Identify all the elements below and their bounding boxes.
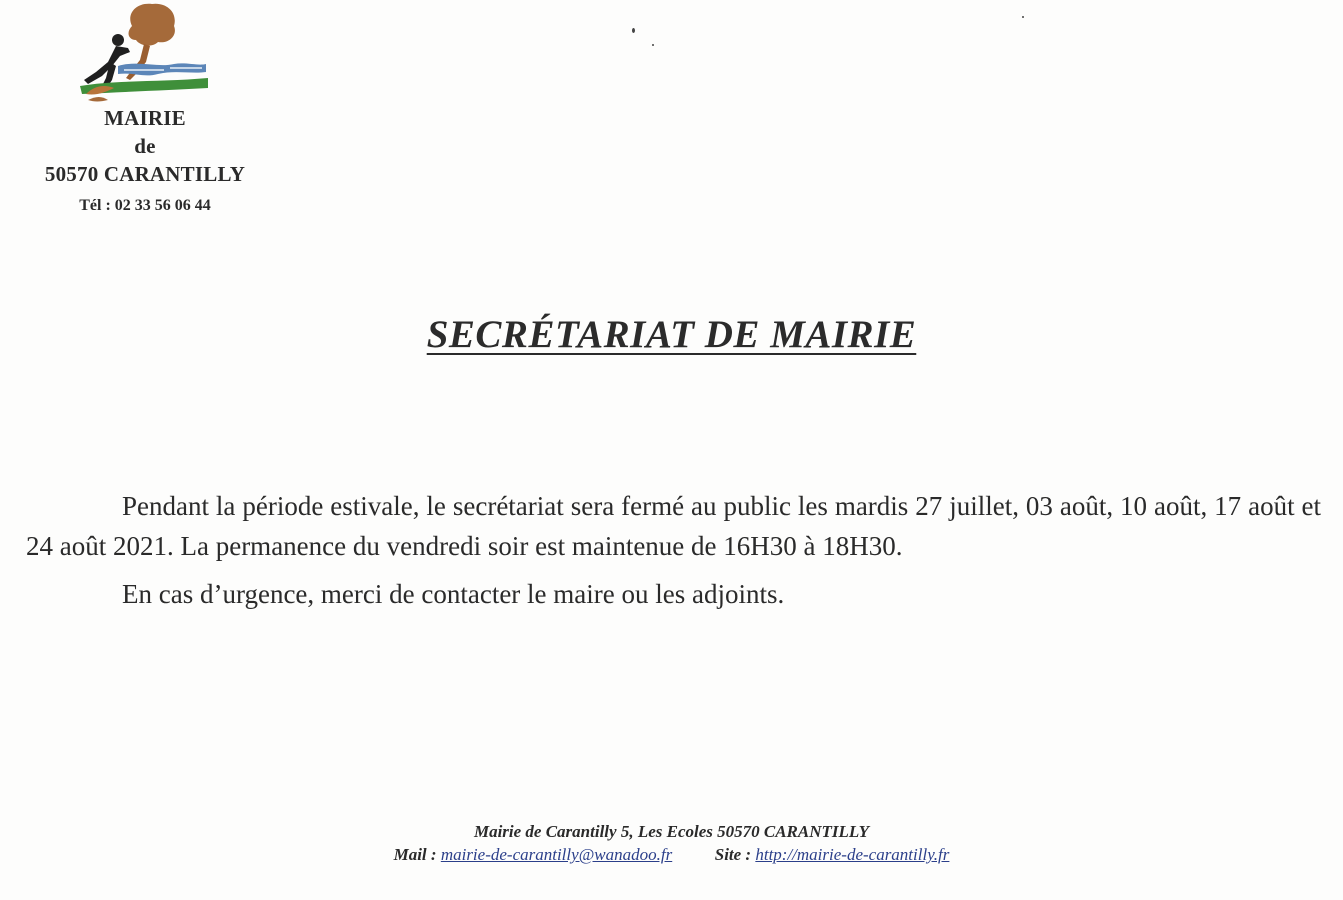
footer-site-label: Site : (714, 845, 752, 864)
footer-mail-link[interactable]: mairie-de-carantilly@wanadoo.fr (440, 845, 673, 864)
letterhead-town: 50570 CARANTILLY (44, 162, 246, 186)
letterhead (20, 104, 270, 216)
footer-contact-row (0, 843, 1343, 866)
scan-speck (632, 28, 635, 33)
letterhead-mairie: MAIRIE (104, 106, 186, 130)
footer-address: Mairie de Carantilly 5, Les Ecoles 50570 CARANTILLY (473, 822, 870, 841)
notice-paragraph-emergency: En cas d’urgence, merci de contacter le maire ou les adjoints. (122, 579, 785, 609)
page-title: SECRÉTARIAT DE MAIRIE (426, 313, 917, 356)
scan-speck (1022, 16, 1024, 18)
scan-speck (652, 44, 654, 46)
footer (0, 820, 1343, 866)
notice-paragraph-closure: Pendant la période estivale, le secrétariat sera fermé au public les mardis 27 juillet, 03 août, 10 août, 17 août et 24 août 2021. La permanence du vendredi soir est maintenue de 16H30 à 18H30. (26, 491, 1321, 561)
letterhead-de: de (134, 134, 156, 158)
letterhead-phone: Tél : 02 33 56 06 44 (79, 197, 211, 214)
footer-mail-label: Mail : (393, 845, 437, 864)
footer-site-link[interactable]: http://mairie-de-carantilly.fr (755, 845, 950, 864)
municipal-logo (74, 0, 214, 104)
notice-body (26, 486, 1321, 614)
